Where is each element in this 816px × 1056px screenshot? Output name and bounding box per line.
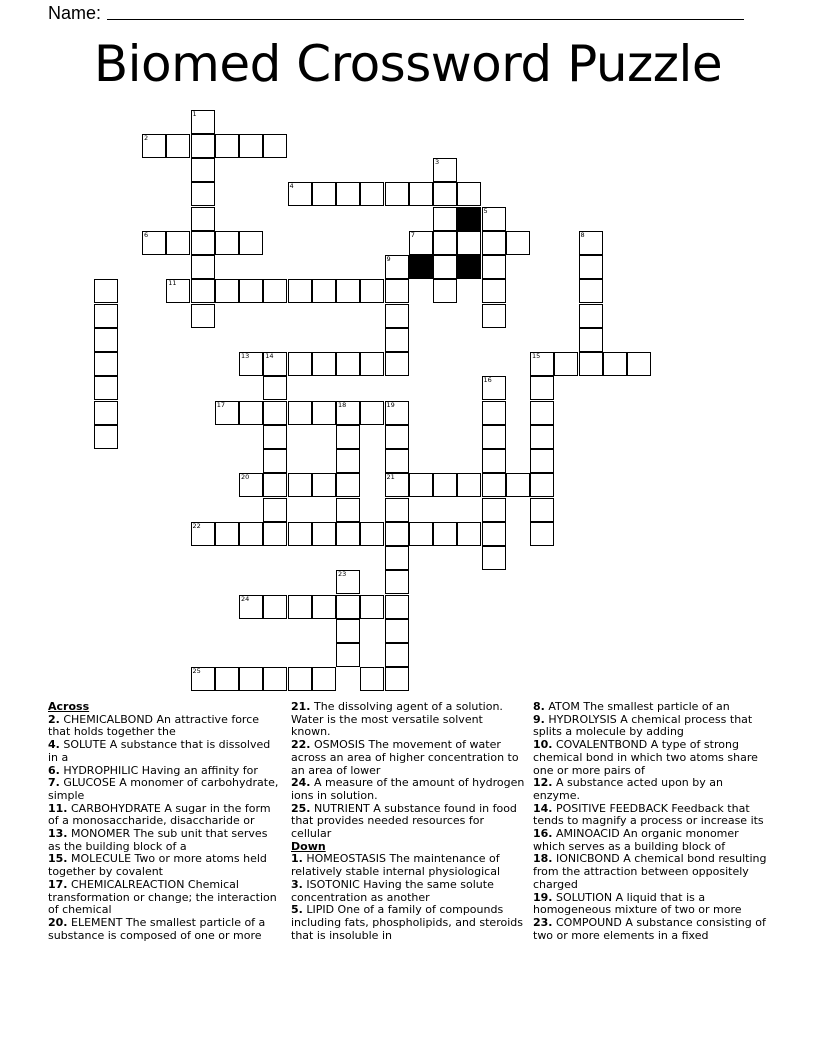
grid-cell[interactable]: [239, 522, 263, 546]
across-clue-list-continued: [291, 701, 525, 841]
down-clue-list-continued: [533, 701, 767, 942]
clue-text: ATOM The smallest particle of an: [544, 700, 730, 713]
grid-cell[interactable]: [482, 207, 506, 231]
black-cell: [457, 207, 481, 231]
cell-number: 23: [338, 570, 347, 579]
grid-cell[interactable]: [263, 401, 287, 425]
clue-text: COMPOUND A substance consisting of two or more elements in a fixed: [533, 915, 766, 942]
grid-cell[interactable]: [263, 376, 287, 400]
clue-number: 13.: [48, 827, 68, 841]
grid-cell[interactable]: [142, 134, 166, 158]
grid-cell[interactable]: [263, 667, 287, 691]
grid-cell[interactable]: [433, 231, 457, 255]
clue-number: 11.: [48, 801, 68, 815]
cell-number: 7: [410, 230, 415, 239]
cell-number: 4: [289, 182, 294, 191]
grid-cell[interactable]: [263, 595, 287, 619]
grid-cell[interactable]: [288, 595, 312, 619]
grid-cell[interactable]: [409, 231, 433, 255]
clue-number: 1.: [291, 852, 303, 866]
grid-cell[interactable]: [385, 595, 409, 619]
grid-cell[interactable]: [385, 401, 409, 425]
grid-cell[interactable]: [288, 522, 312, 546]
grid-cell[interactable]: [336, 522, 360, 546]
grid-cell[interactable]: [360, 279, 384, 303]
grid-cell[interactable]: [409, 182, 433, 206]
cell-number: 9: [386, 255, 391, 263]
clue-text: IONICBOND A chemical bond resulting from the attraction between oppositely charged: [533, 852, 767, 891]
grid-cell[interactable]: [142, 231, 166, 255]
cell-number: 3: [435, 158, 440, 166]
grid-cell[interactable]: [457, 522, 481, 546]
clue-number: 24.: [291, 776, 311, 790]
clue-text: HOMEOSTASIS The maintenance of relatively stable internal physiological: [291, 852, 500, 879]
clue-text: OSMOSIS The movement of water across an area of higher concentration to an area of lower: [291, 738, 519, 777]
clue-item: [291, 904, 525, 942]
grid-cell[interactable]: [385, 570, 409, 594]
grid-cell[interactable]: [191, 667, 215, 691]
grid-cell[interactable]: [94, 401, 118, 425]
grid-cell[interactable]: [482, 255, 506, 279]
clue-item: [291, 803, 525, 841]
grid-cell[interactable]: [385, 255, 409, 279]
grid-cell[interactable]: [191, 110, 215, 134]
grid-cell[interactable]: [385, 352, 409, 376]
grid-cell[interactable]: [312, 595, 336, 619]
grid-cell[interactable]: [263, 473, 287, 497]
clue-text: HYDROPHILIC Having an affinity for: [59, 763, 258, 777]
grid-cell[interactable]: [506, 473, 530, 497]
grid-cell[interactable]: [336, 449, 360, 473]
grid-cell[interactable]: [166, 134, 190, 158]
clue-text: CHEMICALBOND An attractive force that holds together the: [48, 712, 260, 739]
grid-cell[interactable]: [215, 522, 239, 546]
clue-item: [533, 803, 767, 828]
clue-number: 7.: [48, 776, 60, 790]
grid-cell[interactable]: [263, 279, 287, 303]
grid-cell[interactable]: [385, 304, 409, 328]
grid-cell[interactable]: [191, 279, 215, 303]
clue-number: 3.: [291, 877, 303, 891]
clue-item: [48, 714, 282, 739]
grid-cell[interactable]: [263, 425, 287, 449]
grid-cell[interactable]: [239, 279, 263, 303]
grid-cell[interactable]: [263, 134, 287, 158]
clue-item: [533, 777, 767, 802]
grid-cell[interactable]: [288, 352, 312, 376]
grid-cell[interactable]: [385, 279, 409, 303]
clue-text: MONOMER The sub unit that serves as the building block of a: [48, 827, 268, 853]
clue-number: 22.: [291, 738, 311, 752]
grid-cell[interactable]: [336, 473, 360, 497]
grid-cell[interactable]: [336, 619, 360, 643]
grid-cell[interactable]: [409, 473, 433, 497]
grid-cell[interactable]: [312, 279, 336, 303]
grid-cell[interactable]: [530, 498, 554, 522]
grid-cell[interactable]: [191, 522, 215, 546]
clue-item: [533, 714, 767, 739]
clue-item: [291, 853, 525, 878]
grid-cell[interactable]: [482, 401, 506, 425]
clue-number: 6.: [48, 763, 60, 777]
grid-cell[interactable]: [360, 522, 384, 546]
grid-cell[interactable]: [94, 425, 118, 449]
grid-cell[interactable]: [457, 473, 481, 497]
clue-text: SOLUTION A liquid that is a homogeneous mixture of two or more: [533, 890, 742, 917]
grid-cell[interactable]: [530, 522, 554, 546]
puzzle-title: Biomed Crossword Puzzle: [93, 35, 723, 93]
grid-cell[interactable]: [312, 667, 336, 691]
grid-cell[interactable]: [288, 182, 312, 206]
grid-cell[interactable]: [336, 570, 360, 594]
grid-cell[interactable]: [627, 352, 651, 376]
grid-cell[interactable]: [288, 473, 312, 497]
grid-cell[interactable]: [263, 522, 287, 546]
clue-text: The dissolving agent of a solution. Water is the most versatile solvent known.: [291, 700, 503, 739]
grid-cell[interactable]: [482, 376, 506, 400]
grid-cell[interactable]: [312, 473, 336, 497]
clue-item: [291, 739, 525, 777]
grid-cell[interactable]: [433, 279, 457, 303]
clue-item: [48, 828, 282, 853]
grid-cell[interactable]: [239, 352, 263, 376]
cell-number: 5: [483, 206, 488, 215]
clue-item: [533, 828, 767, 853]
grid-cell[interactable]: [360, 595, 384, 619]
grid-cell[interactable]: [385, 522, 409, 546]
black-cell: [409, 255, 433, 279]
grid-cell[interactable]: [385, 619, 409, 643]
grid-cell[interactable]: [94, 279, 118, 303]
grid-cell[interactable]: [166, 231, 190, 255]
grid-cell[interactable]: [336, 425, 360, 449]
grid-cell[interactable]: [530, 449, 554, 473]
clue-text: AMINOACID An organic monomer which serves as a building block of: [533, 827, 739, 853]
grid-cell[interactable]: [579, 255, 603, 279]
grid-cell[interactable]: [191, 304, 215, 328]
grid-cell[interactable]: [191, 207, 215, 231]
clue-item: [533, 892, 767, 917]
clue-number: 25.: [291, 801, 311, 815]
grid-cell[interactable]: [482, 425, 506, 449]
grid-cell[interactable]: [336, 401, 360, 425]
clue-number: 14.: [533, 801, 553, 815]
clue-text: ELEMENT The smallest particle of a substance is composed of one or more: [48, 915, 266, 942]
grid-cell[interactable]: [312, 352, 336, 376]
grid-cell[interactable]: [603, 352, 627, 376]
grid-cell[interactable]: [579, 304, 603, 328]
cell-number: 25: [192, 667, 201, 676]
clue-text: GLUCOSE A monomer of carbohydrate, simple: [48, 776, 279, 802]
clue-item: [533, 853, 767, 891]
clue-number: 15.: [48, 852, 68, 866]
grid-cell[interactable]: [336, 498, 360, 522]
cell-number: 2: [144, 133, 149, 142]
grid-cell[interactable]: [579, 231, 603, 255]
across-heading: Across: [48, 700, 90, 713]
grid-cell[interactable]: [288, 401, 312, 425]
cell-number: 11: [168, 279, 177, 288]
grid-cell[interactable]: [191, 182, 215, 206]
grid-cell[interactable]: [215, 401, 239, 425]
clue-text: MOLECULE Two or more atoms held together by covalent: [48, 852, 267, 879]
cell-number: 15: [532, 352, 541, 360]
cell-number: 1: [192, 109, 197, 118]
clue-number: 9.: [533, 712, 545, 726]
grid-cell[interactable]: [579, 328, 603, 352]
down-clue-list: [291, 853, 525, 942]
grid-cell[interactable]: [336, 279, 360, 303]
grid-cell[interactable]: [385, 643, 409, 667]
grid-cell[interactable]: [336, 182, 360, 206]
grid-cell[interactable]: [482, 498, 506, 522]
grid-cell[interactable]: [215, 134, 239, 158]
cell-number: 14: [265, 352, 274, 360]
clue-text: LIPID One of a family of compounds including fats, phospholipids, and steroids that is insoluble in: [291, 903, 523, 942]
clue-number: 12.: [533, 776, 553, 790]
clue-text: COVALENTBOND A type of strong chemical bond in which two atoms share one or more pairs of: [533, 738, 758, 777]
clue-number: 10.: [533, 738, 553, 752]
clue-item: [48, 777, 282, 802]
grid-cell[interactable]: [433, 158, 457, 182]
grid-cell[interactable]: [312, 182, 336, 206]
clue-text: NUTRIENT A substance found in food that provides needed resources for cellular: [291, 801, 517, 841]
clue-number: 23.: [533, 915, 553, 929]
grid-cell[interactable]: [506, 231, 530, 255]
name-label: Name:: [48, 3, 102, 23]
clue-item: [291, 879, 525, 904]
grid-cell[interactable]: [191, 134, 215, 158]
grid-cell[interactable]: [530, 473, 554, 497]
clue-item: [48, 879, 282, 917]
clue-text: SOLUTE A substance that is dissolved in a: [48, 738, 271, 764]
clue-item: [48, 803, 282, 828]
grid-cell[interactable]: [312, 522, 336, 546]
grid-cell[interactable]: [239, 595, 263, 619]
grid-cell[interactable]: [239, 231, 263, 255]
down-heading: Down: [291, 839, 326, 853]
cell-number: 6: [144, 230, 149, 239]
grid-cell[interactable]: [385, 546, 409, 570]
grid-cell[interactable]: [433, 473, 457, 497]
clues-column-2: [291, 701, 525, 942]
clue-number: 16.: [533, 827, 553, 841]
grid-cell[interactable]: [530, 425, 554, 449]
grid-cell[interactable]: [191, 158, 215, 182]
grid-cell[interactable]: [457, 182, 481, 206]
clue-text: CHEMICALREACTION Chemical transformation or change; the interaction of chemical: [48, 877, 277, 917]
clue-number: 8.: [533, 700, 545, 713]
across-clue-list: [48, 714, 282, 943]
grid-cell[interactable]: [530, 401, 554, 425]
grid-cell[interactable]: [215, 279, 239, 303]
clue-item: [48, 853, 282, 878]
grid-cell[interactable]: [433, 182, 457, 206]
grid-cell[interactable]: [360, 667, 384, 691]
grid-cell[interactable]: [482, 279, 506, 303]
grid-cell[interactable]: [385, 498, 409, 522]
grid-cell[interactable]: [482, 546, 506, 570]
grid-cell[interactable]: [360, 182, 384, 206]
clue-number: 19.: [533, 890, 553, 904]
grid-cell[interactable]: [433, 207, 457, 231]
grid-cell[interactable]: [94, 376, 118, 400]
grid-cell[interactable]: [385, 449, 409, 473]
grid-cell[interactable]: [288, 279, 312, 303]
grid-cell[interactable]: [482, 304, 506, 328]
black-cell: [457, 255, 481, 279]
clue-number: 20.: [48, 915, 68, 929]
grid-cell[interactable]: [215, 231, 239, 255]
cell-number: 21: [386, 473, 395, 482]
grid-cell[interactable]: [191, 255, 215, 279]
clue-number: 18.: [533, 852, 553, 866]
grid-cell[interactable]: [239, 473, 263, 497]
clue-text: A measure of the amount of hydrogen ions in solution.: [291, 776, 525, 802]
clue-number: 21.: [291, 700, 311, 713]
grid-cell[interactable]: [579, 352, 603, 376]
grid-cell[interactable]: [482, 522, 506, 546]
grid-cell[interactable]: [336, 352, 360, 376]
grid-cell[interactable]: [554, 352, 578, 376]
grid-cell[interactable]: [94, 304, 118, 328]
grid-cell[interactable]: [482, 473, 506, 497]
grid-cell[interactable]: [239, 401, 263, 425]
grid-cell[interactable]: [94, 352, 118, 376]
grid-cell[interactable]: [336, 595, 360, 619]
grid-cell[interactable]: [239, 134, 263, 158]
clue-text: POSITIVE FEEDBACK Feedback that tends to magnify a process or increase its: [533, 801, 764, 828]
cell-number: 8: [580, 230, 585, 239]
cell-number: 18: [338, 400, 347, 409]
grid-cell[interactable]: [482, 231, 506, 255]
grid-cell[interactable]: [457, 231, 481, 255]
clue-text: HYDROLYSIS A chemical process that splits a molecule by adding: [533, 712, 753, 739]
clue-item: [48, 739, 282, 764]
grid-cell[interactable]: [385, 425, 409, 449]
grid-cell[interactable]: [433, 522, 457, 546]
grid-cell[interactable]: [312, 401, 336, 425]
clue-text: CARBOHYDRATE A sugar in the form of a monosaccharide, disaccharide or: [48, 801, 271, 828]
grid-cell[interactable]: [360, 401, 384, 425]
grid-cell[interactable]: [336, 643, 360, 667]
grid-cell[interactable]: [288, 667, 312, 691]
clue-item: [533, 739, 767, 777]
grid-cell[interactable]: [215, 667, 239, 691]
grid-cell[interactable]: [530, 376, 554, 400]
grid-cell[interactable]: [94, 328, 118, 352]
clue-number: 5.: [291, 903, 303, 917]
grid-cell[interactable]: [360, 352, 384, 376]
cell-number: 20: [241, 473, 250, 482]
cell-number: 22: [192, 521, 201, 530]
grid-cell[interactable]: [191, 231, 215, 255]
clue-number: 17.: [48, 877, 68, 891]
clues-column-1: [48, 701, 282, 942]
clue-text: ISOTONIC Having the same solute concentration as another: [291, 877, 494, 904]
grid-cell[interactable]: [530, 352, 554, 376]
grid-cell[interactable]: [579, 279, 603, 303]
grid-cell[interactable]: [263, 352, 287, 376]
grid-cell[interactable]: [239, 667, 263, 691]
clue-number: 2.: [48, 712, 60, 726]
grid-cell[interactable]: [409, 522, 433, 546]
grid-cell[interactable]: [263, 498, 287, 522]
clue-item: [291, 777, 525, 802]
cell-number: 17: [216, 400, 226, 409]
grid-cell[interactable]: [166, 279, 190, 303]
cell-number: 16: [483, 376, 492, 385]
clue-number: 4.: [48, 738, 60, 752]
clues-column-3: [533, 701, 767, 942]
cell-number: 13: [241, 352, 250, 360]
cell-number: 24: [241, 594, 250, 603]
grid-cell[interactable]: [433, 255, 457, 279]
clue-item: [291, 701, 525, 739]
clue-text: A substance acted upon by an enzyme.: [533, 776, 723, 802]
grid-cell[interactable]: [482, 449, 506, 473]
grid-cell[interactable]: [385, 182, 409, 206]
grid-cell[interactable]: [385, 328, 409, 352]
grid-cell[interactable]: [385, 667, 409, 691]
grid-cell[interactable]: [263, 449, 287, 473]
grid-cell[interactable]: [385, 473, 409, 497]
cell-number: 19: [386, 400, 395, 409]
clue-item: [48, 917, 282, 942]
clue-item: [533, 917, 767, 942]
